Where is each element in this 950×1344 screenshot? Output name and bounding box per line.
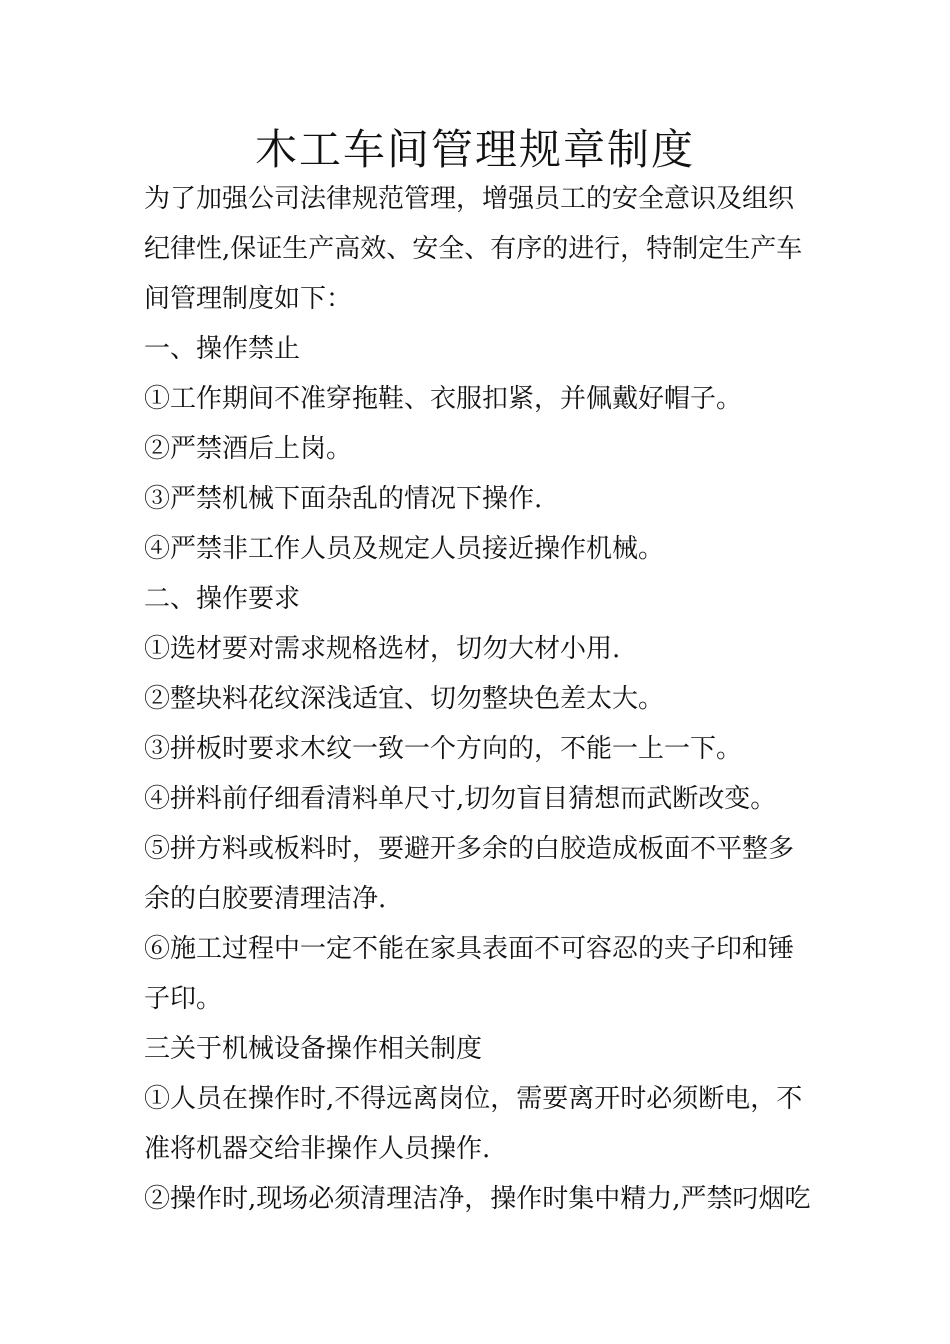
list-item: ④拼料前仔细看清料单尺寸,切勿盲目猜想而武断改变。 <box>144 784 777 814</box>
list-item: ④严禁非工作人员及规定人员接近操作机械。 <box>144 534 665 564</box>
document-title: 木工车间管理规章制度 <box>254 125 695 174</box>
list-item: ②操作时,现场必须清理洁净，操作时集中精力,严禁叼烟吃 <box>144 1184 811 1214</box>
list-item: ⑤拼方料或板料时，要避开多余的白胶造成板面不平整多 <box>144 834 795 864</box>
paragraph-line: 间管理制度如下： <box>144 284 353 314</box>
list-item: ①人员在操作时,不得远离岗位，需要离开时必须断电，不 <box>144 1084 803 1114</box>
list-item: ②严禁酒后上岗。 <box>144 434 353 464</box>
list-item: ①选材要对需求规格选材，切勿大材小用. <box>144 634 621 664</box>
list-item-continuation: 余的白胶要清理洁净. <box>144 884 387 914</box>
list-item: ③严禁机械下面杂乱的情况下操作. <box>144 484 543 514</box>
list-item: ⑥施工过程中一定不能在家具表面不可容忍的夹子印和锤 <box>144 934 795 964</box>
list-item: ①工作期间不准穿拖鞋、衣服扣紧，并佩戴好帽子。 <box>144 384 743 414</box>
list-item-continuation: 子印。 <box>144 984 223 1014</box>
section-heading: 三关于机械设备操作相关制度 <box>144 1034 483 1064</box>
section-heading: 一、操作禁止 <box>144 334 301 364</box>
list-item: ③拼板时要求木纹一致一个方向的，不能一上一下。 <box>144 734 743 764</box>
paragraph-line: 纪律性,保证生产高效、安全、有序的进行，特制定生产车 <box>144 234 803 264</box>
list-item-continuation: 准将机器交给非操作人员操作. <box>144 1134 491 1164</box>
list-item: ②整块料花纹深浅适宜、切勿整块色差太大。 <box>144 684 665 714</box>
document-body <box>144 174 812 1224</box>
paragraph-line: 为了加强公司法律规范管理，增强员工的安全意识及组织 <box>144 184 795 214</box>
section-heading: 二、操作要求 <box>144 584 301 614</box>
